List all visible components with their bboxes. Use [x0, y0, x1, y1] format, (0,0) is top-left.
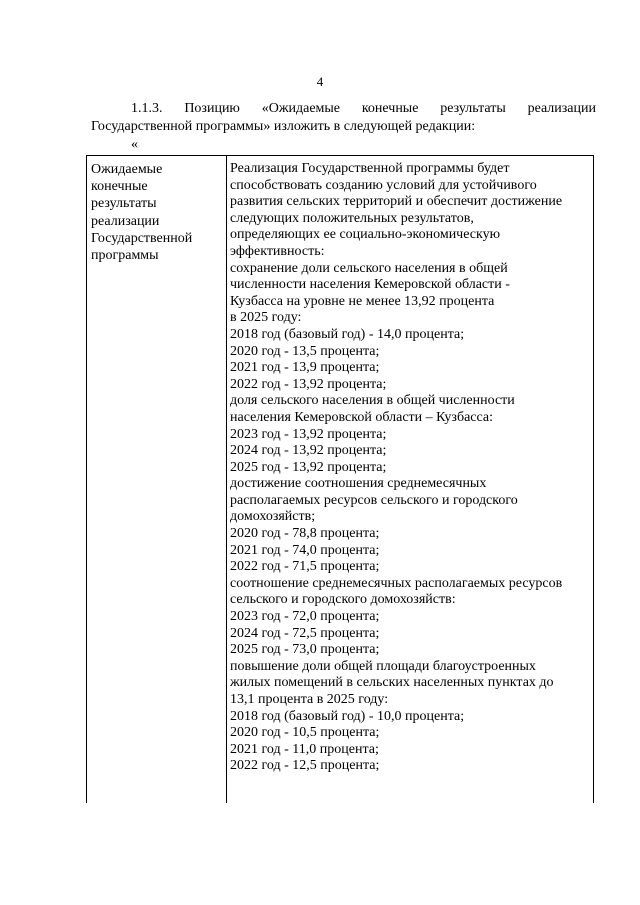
- content-line: Кузбасса на уровне не менее 13,92 процента: [230, 293, 495, 309]
- content-line: 2021 год - 11,0 процента;: [230, 741, 379, 757]
- content-line: 2025 год - 13,92 процента;: [230, 459, 387, 475]
- content-line: 2018 год (базовый год) - 10,0 процента;: [230, 708, 465, 724]
- content-line: сельского и городского домохозяйств:: [230, 592, 456, 608]
- opening-quote: «: [131, 137, 138, 152]
- content-line: доля сельского населения в общей численности: [230, 393, 515, 409]
- label-line: Государственной: [91, 230, 193, 246]
- content-line: 2023 год - 72,0 процента;: [230, 609, 380, 625]
- intro-line-1: 1.1.3. Позицию «Ожидаемые конечные результаты реализации: [131, 101, 596, 116]
- page-number: 4: [316, 74, 324, 89]
- content-line: способствовать созданию условий для устойчивого: [230, 177, 537, 193]
- label-line: конечные: [91, 179, 148, 195]
- intro-line-2: Государственной программы» изложить в следующей редакции:: [91, 119, 476, 134]
- content-line: в 2025 году:: [230, 310, 302, 326]
- label-line: результаты: [91, 196, 157, 212]
- content-line: домохозяйств;: [230, 509, 316, 525]
- content-line: 2023 год - 13,92 процента;: [230, 426, 387, 442]
- content-line: 2020 год - 13,5 процента;: [230, 343, 380, 359]
- label-line: Ожидаемые: [91, 162, 163, 177]
- label-line: программы: [91, 248, 159, 264]
- content-line: располагаемых ресурсов сельского и городского: [230, 492, 518, 508]
- content-line: 2025 год - 73,0 процента;: [230, 642, 380, 658]
- content-line: жилых помещений в сельских населенных пунктах до: [230, 675, 554, 691]
- content-line: соотношение среднемесячных располагаемых ресурсов: [230, 575, 563, 591]
- content-line: развития сельских территорий и обеспечит достижение: [230, 194, 563, 210]
- content-line: 2021 год - 13,9 процента;: [230, 360, 380, 376]
- content-line: 2022 год - 12,5 процента;: [230, 758, 380, 774]
- content-line: 2020 год - 10,5 процента;: [230, 725, 380, 741]
- content-line: 13,1 процента в 2025 году:: [230, 692, 389, 707]
- content-line: 2020 год - 78,8 процента;: [230, 526, 380, 542]
- content-line: численности населения Кемеровской области -: [230, 277, 510, 293]
- content-line: населения Кемеровской области – Кузбасса:: [230, 409, 493, 425]
- content-line: повышение доли общей площади благоустроенных: [230, 658, 536, 674]
- content-line: Реализация Государственной программы будет: [230, 161, 510, 176]
- table-content-cell: [227, 156, 593, 803]
- content-line: эффективность:: [230, 243, 325, 259]
- content-line: 2018 год (базовый год) - 14,0 процента;: [230, 326, 465, 342]
- table-label-cell: [87, 156, 227, 803]
- content-line: 2022 год - 71,5 процента;: [230, 559, 380, 575]
- results-table: [86, 155, 594, 803]
- content-line: 2024 год - 13,92 процента;: [230, 443, 387, 459]
- content-line: достижение соотношения среднемесячных: [230, 476, 487, 492]
- label-line: реализации: [91, 213, 160, 229]
- intro-paragraph: [91, 100, 596, 136]
- content-line: 2022 год - 13,92 процента;: [230, 376, 387, 392]
- content-line: сохранение доли сельского населения в общей: [230, 260, 508, 276]
- content-line: 2021 год - 74,0 процента;: [230, 542, 380, 558]
- content-line: определяющих ее социально-экономическую: [230, 227, 501, 243]
- content-line: 2024 год - 72,5 процента;: [230, 625, 380, 641]
- content-line: следующих положительных результатов,: [230, 210, 474, 226]
